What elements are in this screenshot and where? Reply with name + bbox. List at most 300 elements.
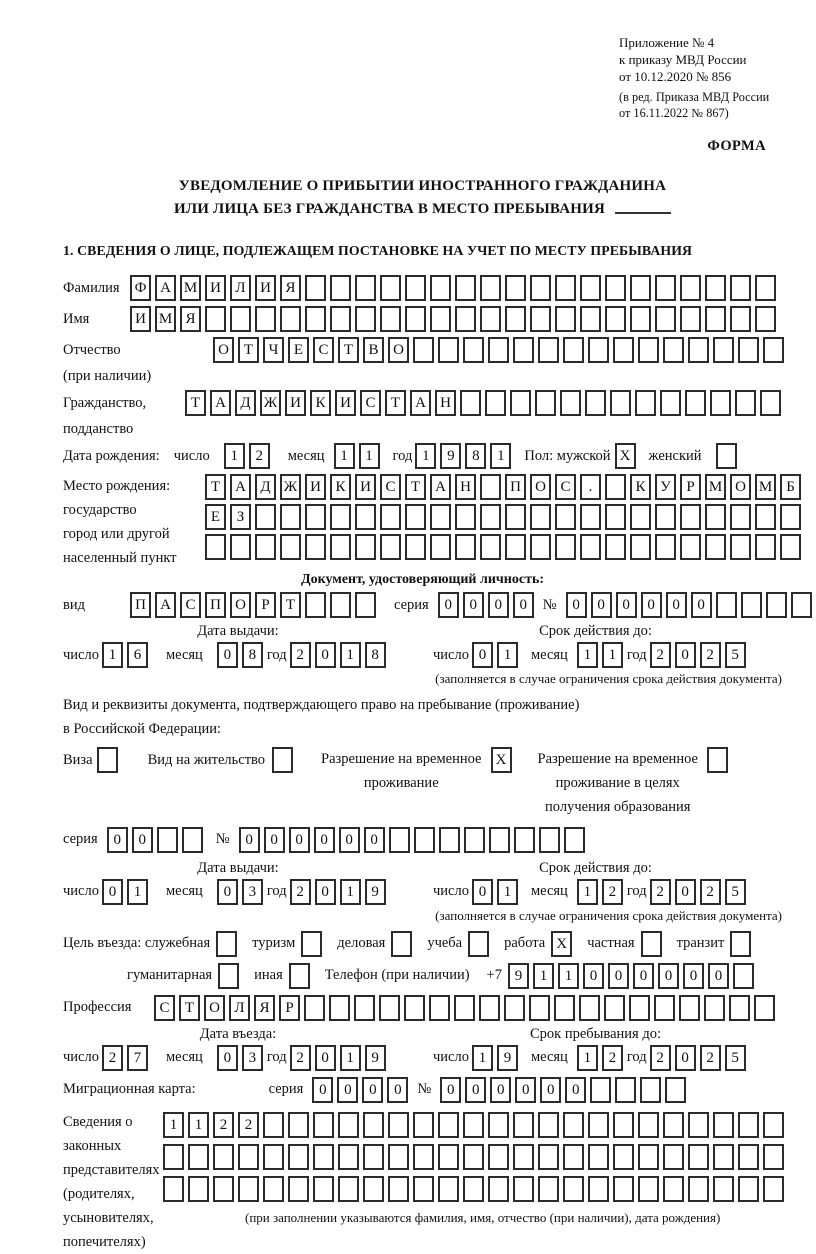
form-cell[interactable]: М	[755, 474, 776, 500]
form-cell[interactable]	[505, 275, 526, 301]
form-cell[interactable]	[663, 1144, 684, 1170]
purpose-transit-checkbox[interactable]	[730, 931, 751, 957]
sex-female-checkbox[interactable]	[716, 443, 737, 469]
form-cell[interactable]	[738, 1112, 759, 1138]
form-cell[interactable]	[780, 504, 801, 530]
form-cell[interactable]	[338, 1176, 359, 1202]
form-cell[interactable]	[530, 504, 551, 530]
form-cell[interactable]	[489, 827, 510, 853]
form-cell[interactable]: 1	[490, 443, 511, 469]
form-cell[interactable]: С	[313, 337, 334, 363]
purpose-study-checkbox[interactable]	[468, 931, 489, 957]
form-cell[interactable]: 0	[675, 642, 696, 668]
form-cell[interactable]: 0	[217, 879, 238, 905]
form-cell[interactable]	[560, 390, 581, 416]
form-cell[interactable]: О	[730, 474, 751, 500]
form-cell[interactable]	[688, 1144, 709, 1170]
form-cell[interactable]	[330, 534, 351, 560]
form-cell[interactable]	[580, 306, 601, 332]
form-cell[interactable]	[355, 275, 376, 301]
form-cell[interactable]: 1	[497, 879, 518, 905]
form-cell[interactable]	[485, 390, 506, 416]
form-cell[interactable]: 0	[472, 642, 493, 668]
form-cell[interactable]: 0	[463, 592, 484, 618]
form-cell[interactable]: М	[705, 474, 726, 500]
form-cell[interactable]	[188, 1176, 209, 1202]
form-cell[interactable]	[188, 1144, 209, 1170]
form-cell[interactable]	[505, 306, 526, 332]
form-cell[interactable]	[555, 306, 576, 332]
form-cell[interactable]: 0	[566, 592, 587, 618]
form-cell[interactable]	[157, 827, 178, 853]
form-cell[interactable]	[488, 1176, 509, 1202]
form-cell[interactable]	[730, 275, 751, 301]
form-cell[interactable]: 0	[239, 827, 260, 853]
form-cell[interactable]: Е	[288, 337, 309, 363]
form-cell[interactable]	[414, 827, 435, 853]
form-cell[interactable]: 0	[472, 879, 493, 905]
form-cell[interactable]: К	[630, 474, 651, 500]
form-cell[interactable]	[610, 390, 631, 416]
form-cell[interactable]	[513, 1176, 534, 1202]
form-cell[interactable]: О	[213, 337, 234, 363]
form-cell[interactable]	[535, 390, 556, 416]
form-cell[interactable]	[630, 504, 651, 530]
form-cell[interactable]: 0	[683, 963, 704, 989]
form-cell[interactable]	[713, 1144, 734, 1170]
form-cell[interactable]	[755, 306, 776, 332]
form-cell[interactable]	[613, 1112, 634, 1138]
form-cell[interactable]: 2	[650, 642, 671, 668]
sex-male-checkbox[interactable]: X	[615, 443, 636, 469]
form-cell[interactable]	[255, 504, 276, 530]
form-cell[interactable]	[730, 504, 751, 530]
form-cell[interactable]: 1	[497, 642, 518, 668]
form-cell[interactable]	[638, 1176, 659, 1202]
form-cell[interactable]	[605, 534, 626, 560]
form-cell[interactable]: 0	[675, 879, 696, 905]
form-cell[interactable]: Д	[235, 390, 256, 416]
form-cell[interactable]	[313, 1112, 334, 1138]
form-cell[interactable]: 0	[289, 827, 310, 853]
form-cell[interactable]: 2	[290, 879, 311, 905]
form-cell[interactable]: 0	[708, 963, 729, 989]
form-cell[interactable]: 9	[508, 963, 529, 989]
form-cell[interactable]	[555, 534, 576, 560]
form-cell[interactable]: 0	[490, 1077, 511, 1103]
form-cell[interactable]	[605, 504, 626, 530]
form-cell[interactable]: 0	[102, 879, 123, 905]
form-cell[interactable]	[530, 275, 551, 301]
form-cell[interactable]	[255, 306, 276, 332]
form-cell[interactable]: 0	[312, 1077, 333, 1103]
form-cell[interactable]	[288, 1144, 309, 1170]
form-cell[interactable]: Р	[680, 474, 701, 500]
purpose-private-checkbox[interactable]	[641, 931, 662, 957]
form-cell[interactable]	[580, 504, 601, 530]
form-cell[interactable]: И	[285, 390, 306, 416]
form-cell[interactable]	[638, 1144, 659, 1170]
form-cell[interactable]	[355, 504, 376, 530]
form-cell[interactable]: 0	[675, 1045, 696, 1071]
purpose-other-checkbox[interactable]	[289, 963, 310, 989]
form-cell[interactable]	[688, 337, 709, 363]
form-cell[interactable]	[705, 534, 726, 560]
form-cell[interactable]: 2	[213, 1112, 234, 1138]
form-cell[interactable]	[613, 337, 634, 363]
form-cell[interactable]: 0	[488, 592, 509, 618]
form-cell[interactable]	[729, 995, 750, 1021]
form-cell[interactable]	[704, 995, 725, 1021]
form-cell[interactable]: И	[130, 306, 151, 332]
form-cell[interactable]	[529, 995, 550, 1021]
form-cell[interactable]: 2	[700, 879, 721, 905]
form-cell[interactable]	[430, 306, 451, 332]
form-cell[interactable]	[413, 337, 434, 363]
form-cell[interactable]	[438, 337, 459, 363]
form-cell[interactable]: 1	[102, 642, 123, 668]
form-cell[interactable]	[738, 337, 759, 363]
form-cell[interactable]	[330, 306, 351, 332]
form-cell[interactable]	[488, 337, 509, 363]
form-cell[interactable]	[363, 1144, 384, 1170]
form-cell[interactable]: О	[204, 995, 225, 1021]
form-cell[interactable]	[413, 1112, 434, 1138]
form-cell[interactable]: П	[130, 592, 151, 618]
form-cell[interactable]	[505, 534, 526, 560]
form-cell[interactable]	[555, 275, 576, 301]
form-cell[interactable]	[354, 995, 375, 1021]
form-cell[interactable]: А	[210, 390, 231, 416]
form-cell[interactable]	[463, 1176, 484, 1202]
form-cell[interactable]	[330, 275, 351, 301]
form-cell[interactable]	[679, 995, 700, 1021]
form-cell[interactable]: А	[230, 474, 251, 500]
form-cell[interactable]	[680, 534, 701, 560]
form-cell[interactable]	[213, 1144, 234, 1170]
form-cell[interactable]: 2	[700, 1045, 721, 1071]
form-cell[interactable]	[663, 337, 684, 363]
form-cell[interactable]: Н	[435, 390, 456, 416]
form-cell[interactable]: 1	[415, 443, 436, 469]
temp-permit-checkbox[interactable]: X	[491, 747, 512, 773]
form-cell[interactable]: 0	[465, 1077, 486, 1103]
form-cell[interactable]	[638, 1112, 659, 1138]
form-cell[interactable]: Я	[280, 275, 301, 301]
form-cell[interactable]	[538, 1144, 559, 1170]
form-cell[interactable]: 1	[224, 443, 245, 469]
form-cell[interactable]: 0	[691, 592, 712, 618]
form-cell[interactable]	[389, 827, 410, 853]
form-cell[interactable]	[755, 275, 776, 301]
form-cell[interactable]: .	[580, 474, 601, 500]
form-cell[interactable]: 0	[315, 1045, 336, 1071]
form-cell[interactable]	[585, 390, 606, 416]
form-cell[interactable]: 8	[365, 642, 386, 668]
form-cell[interactable]: 5	[725, 1045, 746, 1071]
form-cell[interactable]	[280, 306, 301, 332]
form-cell[interactable]: 1	[340, 1045, 361, 1071]
form-cell[interactable]: П	[505, 474, 526, 500]
form-cell[interactable]: 1	[472, 1045, 493, 1071]
form-cell[interactable]	[530, 306, 551, 332]
form-cell[interactable]	[280, 534, 301, 560]
form-cell[interactable]: И	[255, 275, 276, 301]
form-cell[interactable]: 2	[102, 1045, 123, 1071]
form-cell[interactable]	[510, 390, 531, 416]
form-cell[interactable]	[363, 1112, 384, 1138]
form-cell[interactable]	[463, 1144, 484, 1170]
form-cell[interactable]: А	[430, 474, 451, 500]
form-cell[interactable]	[710, 390, 731, 416]
form-cell[interactable]	[713, 1112, 734, 1138]
form-cell[interactable]	[480, 275, 501, 301]
form-cell[interactable]: А	[155, 275, 176, 301]
form-cell[interactable]: 3	[242, 879, 263, 905]
form-cell[interactable]: И	[335, 390, 356, 416]
form-cell[interactable]	[329, 995, 350, 1021]
form-cell[interactable]	[791, 592, 812, 618]
form-cell[interactable]	[663, 1112, 684, 1138]
form-cell[interactable]: 1	[163, 1112, 184, 1138]
form-cell[interactable]	[380, 504, 401, 530]
form-cell[interactable]	[263, 1176, 284, 1202]
form-cell[interactable]	[288, 1176, 309, 1202]
form-cell[interactable]: 0	[217, 642, 238, 668]
form-cell[interactable]: 0	[666, 592, 687, 618]
form-cell[interactable]	[755, 534, 776, 560]
form-cell[interactable]	[580, 534, 601, 560]
form-cell[interactable]	[263, 1144, 284, 1170]
residence-permit-checkbox[interactable]	[272, 747, 293, 773]
form-cell[interactable]: 2	[249, 443, 270, 469]
form-cell[interactable]: 0	[132, 827, 153, 853]
form-cell[interactable]: Т	[338, 337, 359, 363]
form-cell[interactable]	[716, 592, 737, 618]
form-cell[interactable]: 0	[339, 827, 360, 853]
form-cell[interactable]: 1	[577, 879, 598, 905]
form-cell[interactable]	[405, 534, 426, 560]
form-cell[interactable]	[455, 504, 476, 530]
form-cell[interactable]: А	[155, 592, 176, 618]
form-cell[interactable]: П	[205, 592, 226, 618]
form-cell[interactable]	[230, 306, 251, 332]
form-cell[interactable]: 1	[577, 1045, 598, 1071]
form-cell[interactable]: Я	[254, 995, 275, 1021]
form-cell[interactable]: 1	[127, 879, 148, 905]
form-cell[interactable]	[505, 504, 526, 530]
form-cell[interactable]	[479, 995, 500, 1021]
form-cell[interactable]	[538, 1112, 559, 1138]
form-cell[interactable]: 2	[650, 1045, 671, 1071]
form-cell[interactable]	[580, 275, 601, 301]
form-cell[interactable]	[530, 534, 551, 560]
form-cell[interactable]	[439, 827, 460, 853]
purpose-work-checkbox[interactable]: X	[551, 931, 572, 957]
form-cell[interactable]: О	[530, 474, 551, 500]
form-cell[interactable]: 0	[513, 592, 534, 618]
form-cell[interactable]: 2	[238, 1112, 259, 1138]
form-cell[interactable]	[413, 1176, 434, 1202]
form-cell[interactable]: А	[410, 390, 431, 416]
form-cell[interactable]	[563, 337, 584, 363]
form-cell[interactable]	[680, 306, 701, 332]
form-cell[interactable]	[338, 1144, 359, 1170]
form-cell[interactable]	[655, 534, 676, 560]
form-cell[interactable]: Н	[455, 474, 476, 500]
form-cell[interactable]: Д	[255, 474, 276, 500]
purpose-official-checkbox[interactable]	[216, 931, 237, 957]
form-cell[interactable]	[460, 390, 481, 416]
form-cell[interactable]	[380, 306, 401, 332]
form-cell[interactable]: 1	[340, 879, 361, 905]
form-cell[interactable]	[305, 592, 326, 618]
form-cell[interactable]	[735, 390, 756, 416]
form-cell[interactable]	[330, 592, 351, 618]
form-cell[interactable]: 0	[337, 1077, 358, 1103]
form-cell[interactable]	[730, 306, 751, 332]
form-cell[interactable]	[713, 337, 734, 363]
form-cell[interactable]	[655, 275, 676, 301]
form-cell[interactable]	[438, 1112, 459, 1138]
form-cell[interactable]	[430, 534, 451, 560]
form-cell[interactable]: 0	[633, 963, 654, 989]
form-cell[interactable]: С	[555, 474, 576, 500]
visa-checkbox[interactable]	[97, 747, 118, 773]
form-cell[interactable]	[705, 306, 726, 332]
form-cell[interactable]: Л	[230, 275, 251, 301]
form-cell[interactable]: Р	[255, 592, 276, 618]
form-cell[interactable]	[463, 1112, 484, 1138]
form-cell[interactable]	[355, 306, 376, 332]
form-cell[interactable]: К	[330, 474, 351, 500]
form-cell[interactable]: Т	[405, 474, 426, 500]
edu-permit-checkbox[interactable]	[707, 747, 728, 773]
form-cell[interactable]: 0	[515, 1077, 536, 1103]
form-cell[interactable]	[713, 1176, 734, 1202]
form-cell[interactable]: И	[205, 275, 226, 301]
form-cell[interactable]: Ф	[130, 275, 151, 301]
form-cell[interactable]	[563, 1144, 584, 1170]
form-cell[interactable]: 1	[533, 963, 554, 989]
form-cell[interactable]	[455, 534, 476, 560]
form-cell[interactable]	[538, 1176, 559, 1202]
form-cell[interactable]: 0	[264, 827, 285, 853]
form-cell[interactable]	[663, 1176, 684, 1202]
form-cell[interactable]	[563, 1176, 584, 1202]
form-cell[interactable]: 0	[217, 1045, 238, 1071]
form-cell[interactable]: 1	[359, 443, 380, 469]
form-cell[interactable]: У	[655, 474, 676, 500]
form-cell[interactable]: 0	[315, 642, 336, 668]
form-cell[interactable]: 2	[700, 642, 721, 668]
form-cell[interactable]: 8	[242, 642, 263, 668]
form-cell[interactable]	[655, 306, 676, 332]
form-cell[interactable]	[579, 995, 600, 1021]
form-cell[interactable]	[488, 1112, 509, 1138]
form-cell[interactable]: Т	[179, 995, 200, 1021]
form-cell[interactable]: 3	[242, 1045, 263, 1071]
form-cell[interactable]	[480, 306, 501, 332]
form-cell[interactable]	[655, 504, 676, 530]
form-cell[interactable]: 1	[334, 443, 355, 469]
form-cell[interactable]: 0	[440, 1077, 461, 1103]
form-cell[interactable]	[238, 1176, 259, 1202]
form-cell[interactable]: С	[380, 474, 401, 500]
form-cell[interactable]	[464, 827, 485, 853]
form-cell[interactable]	[280, 504, 301, 530]
form-cell[interactable]: О	[388, 337, 409, 363]
form-cell[interactable]	[454, 995, 475, 1021]
form-cell[interactable]	[430, 275, 451, 301]
form-cell[interactable]	[255, 534, 276, 560]
form-cell[interactable]	[763, 1112, 784, 1138]
form-cell[interactable]: 2	[602, 879, 623, 905]
form-cell[interactable]	[630, 534, 651, 560]
form-cell[interactable]	[455, 275, 476, 301]
form-cell[interactable]	[163, 1144, 184, 1170]
form-cell[interactable]	[205, 534, 226, 560]
form-cell[interactable]	[538, 337, 559, 363]
form-cell[interactable]	[605, 306, 626, 332]
form-cell[interactable]	[380, 534, 401, 560]
form-cell[interactable]: 2	[290, 1045, 311, 1071]
form-cell[interactable]	[330, 504, 351, 530]
form-cell[interactable]	[638, 337, 659, 363]
form-cell[interactable]	[405, 504, 426, 530]
form-cell[interactable]	[763, 1144, 784, 1170]
purpose-business-checkbox[interactable]	[391, 931, 412, 957]
form-cell[interactable]: К	[310, 390, 331, 416]
form-cell[interactable]: И	[305, 474, 326, 500]
form-cell[interactable]: 8	[465, 443, 486, 469]
form-cell[interactable]	[738, 1176, 759, 1202]
form-cell[interactable]	[755, 504, 776, 530]
form-cell[interactable]	[555, 504, 576, 530]
form-cell[interactable]: Т	[385, 390, 406, 416]
form-cell[interactable]: З	[230, 504, 251, 530]
form-cell[interactable]	[780, 534, 801, 560]
form-cell[interactable]	[554, 995, 575, 1021]
form-cell[interactable]	[738, 1144, 759, 1170]
form-cell[interactable]	[163, 1176, 184, 1202]
form-cell[interactable]	[313, 1144, 334, 1170]
form-cell[interactable]: Ж	[280, 474, 301, 500]
form-cell[interactable]	[455, 306, 476, 332]
form-cell[interactable]: 0	[608, 963, 629, 989]
form-cell[interactable]	[605, 275, 626, 301]
form-cell[interactable]	[640, 1077, 661, 1103]
form-cell[interactable]	[564, 827, 585, 853]
form-cell[interactable]: 9	[365, 1045, 386, 1071]
form-cell[interactable]	[654, 995, 675, 1021]
form-cell[interactable]: М	[180, 275, 201, 301]
form-cell[interactable]	[733, 963, 754, 989]
form-cell[interactable]	[615, 1077, 636, 1103]
form-cell[interactable]: 1	[577, 642, 598, 668]
form-cell[interactable]	[613, 1176, 634, 1202]
form-cell[interactable]: 5	[725, 879, 746, 905]
form-cell[interactable]	[514, 827, 535, 853]
form-cell[interactable]	[238, 1144, 259, 1170]
form-cell[interactable]	[705, 275, 726, 301]
form-cell[interactable]	[760, 390, 781, 416]
form-cell[interactable]	[305, 275, 326, 301]
form-cell[interactable]	[504, 995, 525, 1021]
form-cell[interactable]: 9	[365, 879, 386, 905]
form-cell[interactable]	[480, 474, 501, 500]
form-cell[interactable]: 9	[497, 1045, 518, 1071]
